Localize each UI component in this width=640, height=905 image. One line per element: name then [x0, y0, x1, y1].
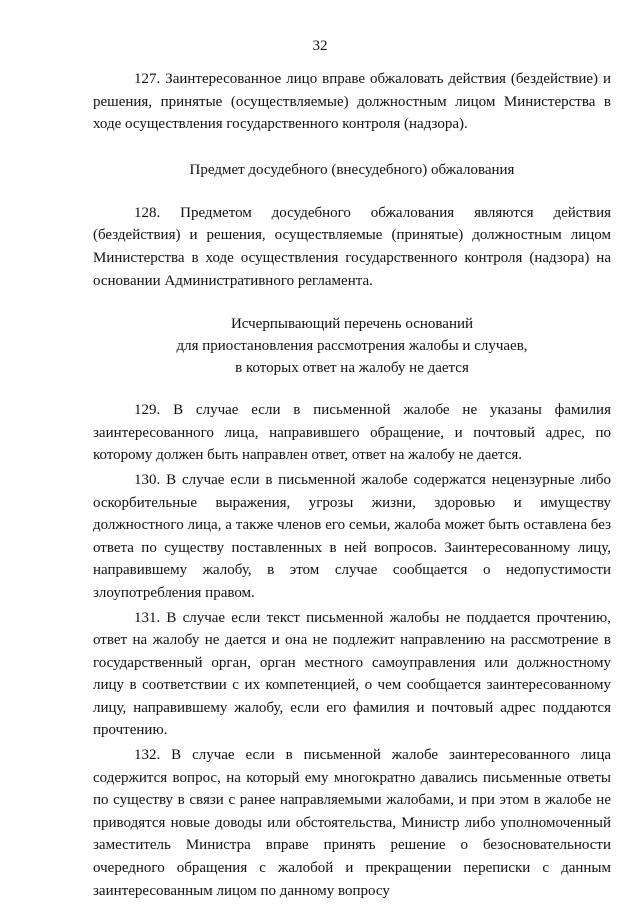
heading-grounds-line-2: для приостановления рассмотрения жалобы и случаев,: [176, 338, 528, 355]
page-number: 32: [312, 38, 328, 54]
document-body: [93, 68, 611, 902]
paragraph-127: 127. Заинтересованное лицо вправе обжаловать действия (бездействие) и решения, принятые (осуществляемые) должностным лицом Министерства в ходе осуществления государственного контроля (надзора).: [93, 71, 611, 133]
heading-appeal-subject: Предмет досудебного (внесудебного) обжалования: [189, 161, 515, 178]
heading-grounds-line-3: в которых ответ на жалобу не дается: [235, 360, 469, 377]
paragraph-128: 128. Предметом досудебного обжалования являются действия (бездействия) и решения, осуществляемые (принятые) должностным лицом Министерства в ходе осуществления государственного контроля (надзора) на основании Административного регламента.: [93, 204, 611, 289]
paragraph-132: 132. В случае если в письменной жалобе заинтересованного лица содержится вопрос, на который ему многократно давались письменные ответы по существу в связи с ранее направляемыми жалобами, и при этом в жалобе не приводятся новые доводы или обстоятельства, Министр либо уполномоченный заместитель Министра вправе принять решение о безосновательности очередного обращения с жалобой и прекращении переписки с данным заинтересованным лицом по данному вопросу: [93, 747, 611, 899]
heading-grounds-line-1: Исчерпывающий перечень оснований: [230, 316, 474, 333]
paragraph-131: 131. В случае если текст письменной жалобы не поддается прочтению, ответ на жалобу не дается и она не подлежит направлению на рассмотрение в государственный орган, орган местного самоуправления или должностному лицу в соответствии с их компетенцией, о чем сообщается заинтересованному лицу, направившему жалобу, если его фамилия и почтовый адрес поддаются прочтению.: [93, 609, 611, 739]
heading-grounds: [93, 313, 611, 379]
paragraph-129: 129. В случае если в письменной жалобе не указаны фамилия заинтересованного лица, направившего обращение, и почтовый адрес, по которому должен быть направлен ответ, ответ на жалобу не дается.: [93, 402, 611, 464]
paragraph-130: 130. В случае если в письменной жалобе содержатся нецензурные либо оскорбительные выражения, угрозы жизни, здоровью и имуществу должностного лица, а также членов его семьи, жалоба может быть оставлена без ответа по существу поставленных в ней вопросов. Заинтересованному лицу, направившему жалобу, в этом случае сообщается о недопустимости злоупотребления правом.: [93, 471, 611, 601]
